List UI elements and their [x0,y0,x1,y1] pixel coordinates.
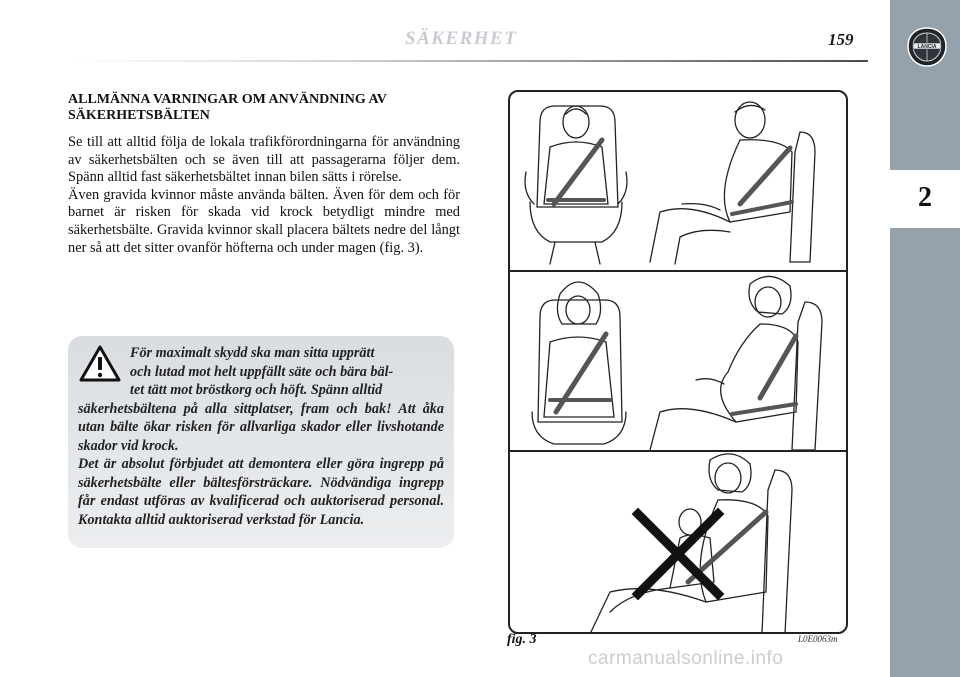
page-number: 159 [828,30,854,49]
paragraph: Även gravida kvinnor måste använda bälten. Även för dem och för barnet är risken för skada vid krock betydligt mindre med säkerhetsbälte. Gravida kvinnor skall placera bältets nedre del långt ner så att det sitter ovanför höfterna och under magen (fig. 3). [68,186,460,256]
illustration-child-on-lap-prohibited [510,450,846,634]
illustration-correct-posture [510,92,846,270]
chapter-tab [890,170,960,228]
warning-box [68,336,454,548]
section-heading [68,92,458,124]
figure-frame [508,90,848,634]
warning-line: För maximalt skydd ska man sitta upprätt [130,345,375,361]
warning-text [78,344,444,529]
illustration-pregnant-woman [510,270,846,452]
heading-line: ALLMÄNNA VARNINGAR OM ANVÄNDNING AV [68,92,387,107]
warning-line: och lutad mot helt uppfällt säte och bära bäl- [130,363,394,380]
chapter-sidebar [890,0,960,677]
figure-code: L0E0063m [798,634,838,644]
watermark: carmanualsonline.info [588,648,784,669]
section-title: SÄKERHET [405,28,518,49]
warning-paragraph: Det är absolut förbjudet att demontera eller göra ingrepp på säkerhetsbälte eller bältesförsträckare. Nödvändiga ingrepp får endast utföras av kvalificerad och auktoriserad personal. Kontakta alltid auktoriserad verkstad för Lancia. [78,456,444,528]
chapter-number: 2 [918,182,932,213]
paragraph: Se till att alltid följa de lokala trafikförordningarna för användning av säkerhetsbälten och se även till att passagerarna följer dem. Spänn alltid fast säkerhetsbältet innan bilen sätts i rörelse. [68,134,460,186]
warning-line: tet tätt mot bröstkorg och höft. Spänn alltid [130,382,383,398]
body-text [68,134,460,257]
logo-wordmark: LANCIA [917,44,937,50]
warning-paragraph: säkerhetsbältena på alla sittplatser, fram och bak! Att åka utan bälte ökar risken för allvarliga skador eller livshotande skador vid krock. [78,400,444,454]
figure-caption: fig. 3 [507,632,537,647]
header-divider [68,60,868,62]
lancia-logo-icon [905,26,949,68]
heading-line: SÄKERHETSBÄLTEN [68,108,210,123]
